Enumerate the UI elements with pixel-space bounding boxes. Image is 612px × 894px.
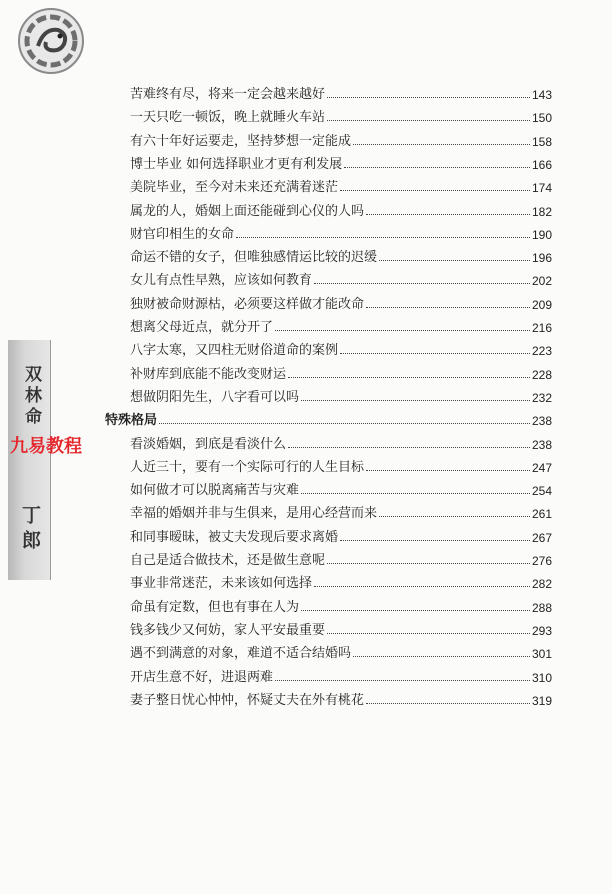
dot-leader — [379, 259, 530, 261]
dot-leader — [314, 585, 530, 587]
toc-section-heading[interactable] — [105, 408, 552, 428]
dot-leader — [314, 282, 530, 284]
toc-entry[interactable] — [130, 478, 552, 498]
toc-entry[interactable] — [130, 548, 552, 568]
toc-entry-page: 238 — [531, 414, 552, 429]
toc-entry-page: 288 — [531, 600, 552, 615]
toc-entry[interactable] — [130, 129, 552, 149]
toc-entry-page: 150 — [531, 111, 552, 126]
toc-entry-page: 282 — [531, 577, 552, 592]
dot-leader — [340, 352, 530, 354]
author-name-vertical: 丁郎 — [19, 505, 41, 555]
toc-entry[interactable] — [130, 268, 552, 288]
toc-entry[interactable] — [130, 362, 552, 382]
dot-leader — [288, 376, 530, 378]
toc-entry-title: 八字太寒，又四柱无财俗道命的案例 — [130, 343, 339, 359]
dot-leader — [366, 702, 530, 704]
toc-entry-page: 310 — [531, 670, 552, 685]
toc-entry-title: 人近三十，要有一个实际可行的人生目标 — [130, 459, 365, 475]
dot-leader — [340, 539, 530, 541]
toc-entry-page: 223 — [531, 344, 552, 359]
toc-entry-title: 妻子整日忧心忡忡，怀疑丈夫在外有桃花 — [130, 692, 365, 708]
dot-leader — [327, 632, 530, 634]
toc-entry[interactable] — [130, 525, 552, 545]
toc-entry[interactable] — [130, 338, 552, 358]
toc-entry-title: 想做阴阳先生，八字看可以吗 — [130, 389, 300, 405]
toc-entry-page: 228 — [531, 367, 552, 382]
toc-entry-title: 命运不错的女子，但唯独感情运比较的迟缓 — [130, 250, 378, 266]
toc-entry[interactable] — [130, 665, 552, 685]
dot-leader — [327, 562, 530, 564]
dot-leader — [288, 446, 530, 448]
toc-entry-page: 267 — [531, 530, 552, 545]
toc-entry-title: 钱多钱少又何妨，家人平安最重要 — [130, 622, 326, 638]
toc-entry[interactable] — [130, 199, 552, 219]
toc-entry[interactable] — [130, 82, 552, 102]
dot-leader — [366, 213, 530, 215]
toc-entry[interactable] — [130, 501, 552, 521]
toc-entry-title: 属龙的人，婚姻上面还能碰到心仪的人吗 — [130, 203, 365, 219]
toc-entry-title: 自己是适合做技术，还是做生意呢 — [130, 553, 326, 568]
toc-entry-title: 财官印相生的女命 — [130, 226, 235, 242]
toc-entry[interactable] — [130, 385, 552, 405]
toc-entry-page: 293 — [531, 623, 552, 638]
dot-leader — [327, 119, 530, 121]
toc-entry-title: 想离父母近点，就分开了 — [130, 320, 274, 335]
toc-entry-title: 和同事暧昧，被丈夫发现后要求离婚 — [130, 529, 339, 545]
dot-leader — [340, 189, 530, 191]
toc-entry-page: 174 — [531, 181, 552, 196]
toc-entry[interactable] — [130, 152, 552, 172]
toc-entry-page: 182 — [531, 204, 552, 219]
toc-entry-title: 博士毕业 如何选择职业才更有利发展 — [130, 156, 343, 172]
toc-entry-page: 209 — [531, 297, 552, 312]
toc-entry[interactable] — [130, 245, 552, 265]
toc-entry-page: 196 — [531, 251, 552, 266]
toc-entry[interactable] — [130, 688, 552, 708]
toc-entry-page: 238 — [531, 437, 552, 452]
toc-entry-page: 301 — [531, 647, 552, 662]
toc-entry-title: 如何做才可以脱离痛苦与灾难 — [130, 483, 300, 499]
toc-entry-title: 看淡婚姻，到底是看淡什么 — [130, 436, 287, 452]
toc-entry-title: 一天只吃一顿饭，晚上就睡火车站 — [130, 110, 326, 126]
toc-entry[interactable] — [130, 455, 552, 475]
toc-entry-title: 美院毕业，至今对未来还充满着迷茫 — [130, 180, 339, 196]
dot-leader — [159, 422, 530, 424]
toc-entry-title: 命虽有定数，但也有事在人为 — [130, 599, 300, 615]
toc-entry-page: 247 — [531, 460, 552, 475]
toc-entry-page: 254 — [531, 484, 552, 499]
toc-entry[interactable] — [130, 571, 552, 591]
dot-leader — [301, 609, 530, 611]
toc-entry[interactable] — [130, 105, 552, 125]
watermark-text: 九易教程 — [10, 436, 82, 457]
toc-entry[interactable] — [130, 432, 552, 452]
dot-leader — [353, 143, 530, 145]
toc-entry-page: 276 — [531, 554, 552, 568]
dot-leader — [379, 515, 530, 517]
dot-leader — [366, 469, 530, 471]
toc-entry-page: 261 — [531, 507, 552, 522]
dot-leader — [301, 492, 530, 494]
toc-entry[interactable] — [130, 618, 552, 638]
toc-entry-page: 202 — [531, 274, 552, 289]
toc-entry-page: 319 — [531, 693, 552, 708]
toc-entry[interactable] — [130, 222, 552, 242]
toc-entry-page: 166 — [531, 157, 552, 172]
toc-entry[interactable] — [130, 595, 552, 615]
dragon-emblem-icon — [16, 6, 86, 76]
dot-leader — [327, 96, 530, 98]
dot-leader — [353, 655, 530, 657]
toc-entry-page: 158 — [531, 134, 552, 149]
toc-entry-page: 190 — [531, 227, 552, 242]
book-title-vertical: 双林命 — [21, 365, 41, 428]
toc-entry-title: 遇不到满意的对象，难道不适合结婚吗 — [130, 646, 352, 662]
toc-entry-page: 216 — [531, 321, 552, 335]
toc-entry-title: 女儿有点性早熟，应该如何教育 — [130, 273, 313, 289]
toc-entry-title: 特殊格局 — [105, 413, 158, 429]
dot-leader — [236, 236, 530, 238]
toc-entry[interactable] — [130, 641, 552, 661]
dot-leader — [275, 329, 530, 331]
toc-entry-title: 独财被命财源枯，必须要这样做才能改命 — [130, 296, 365, 312]
toc-entry-page: 143 — [531, 88, 552, 102]
toc-entry[interactable] — [130, 175, 552, 195]
dot-leader — [344, 166, 530, 168]
toc-entry-title: 事业非常迷茫，未来该如何选择 — [130, 576, 313, 592]
toc-entry[interactable] — [130, 315, 552, 335]
toc-entry[interactable] — [130, 292, 552, 312]
toc-entry-title: 幸福的婚姻并非与生俱来，是用心经营而来 — [130, 506, 378, 522]
toc-entry-title: 有六十年好运要走，坚持梦想一定能成 — [130, 133, 352, 149]
toc-entry-page: 232 — [531, 390, 552, 405]
toc-entry-title: 苦难终有尽，将来一定会越来越好 — [130, 87, 326, 102]
toc-entry-title: 补财库到底能不能改变财运 — [130, 366, 287, 382]
dot-leader — [366, 306, 530, 308]
dot-leader — [301, 399, 530, 401]
toc-entry-title: 开店生意不好，进退两难 — [130, 669, 274, 685]
dot-leader — [275, 679, 530, 681]
